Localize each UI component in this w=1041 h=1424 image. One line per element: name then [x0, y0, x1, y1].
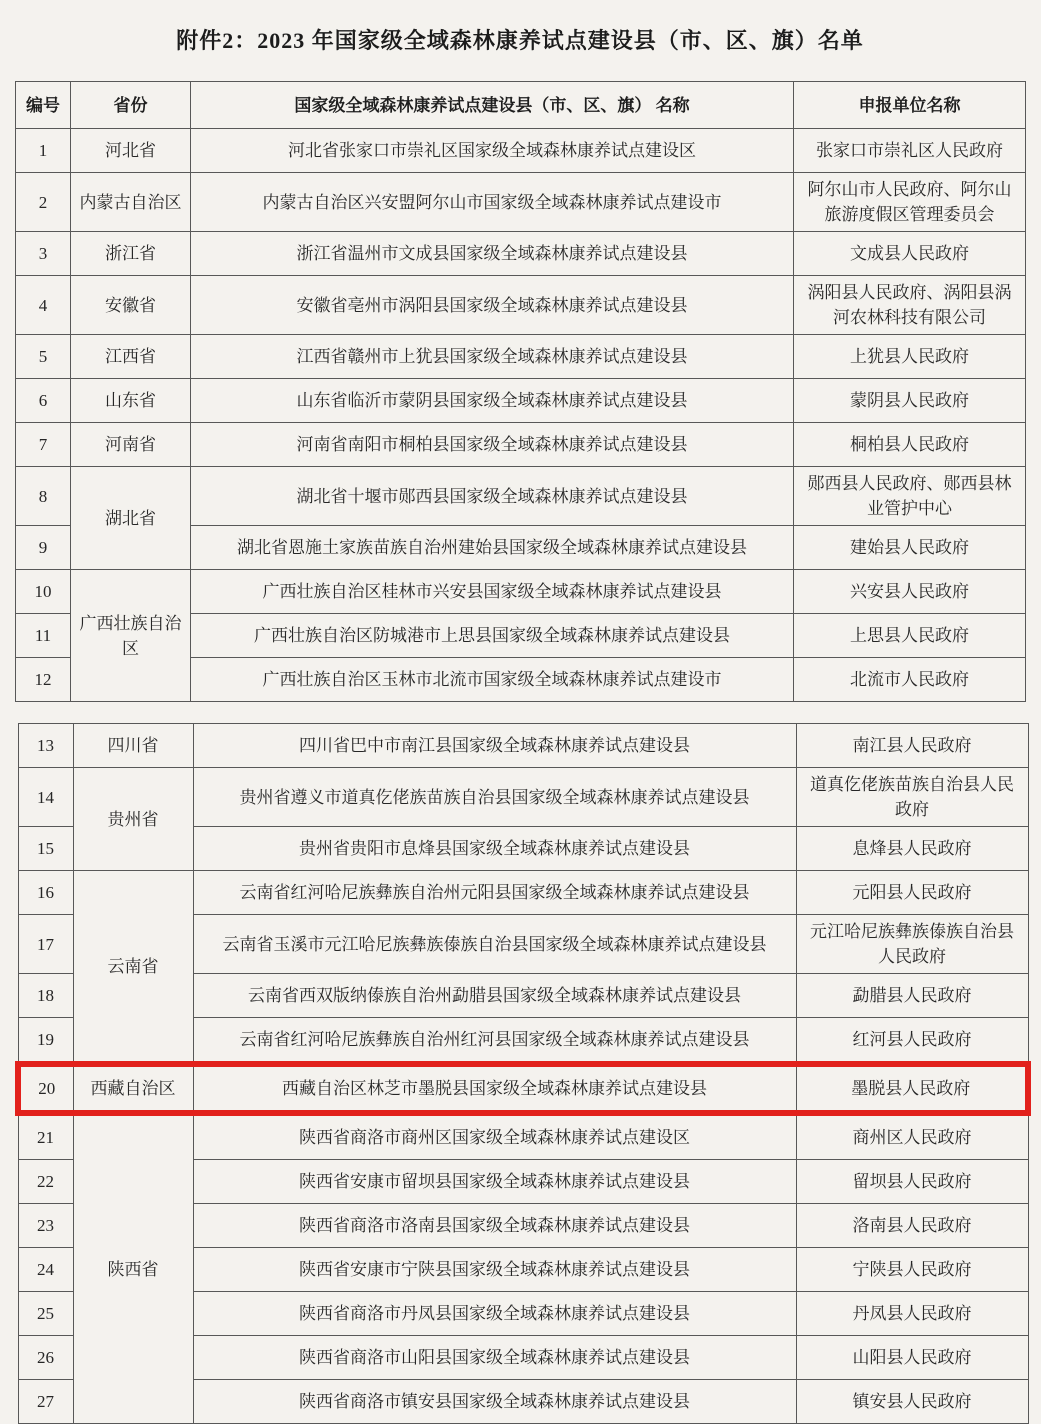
site-name-cell: 安徽省亳州市涡阳县国家级全域森林康养试点建设县 [191, 276, 794, 335]
header-cell-unit: 申报单位名称 [794, 82, 1026, 129]
row-number-cell: 25 [18, 1292, 73, 1336]
table-row [16, 129, 1026, 173]
site-name-cell: 陕西省商洛市镇安县国家级全域森林康养试点建设县 [193, 1380, 796, 1424]
unit-cell: 息烽县人民政府 [796, 827, 1028, 871]
row-number-cell: 3 [16, 232, 71, 276]
row-number-cell: 2 [16, 173, 71, 232]
table-section-gap [15, 702, 1025, 723]
site-name-cell: 陕西省安康市宁陕县国家级全域森林康养试点建设县 [193, 1248, 796, 1292]
unit-cell: 洛南县人民政府 [796, 1204, 1028, 1248]
province-cell: 河北省 [71, 129, 191, 173]
site-name-cell: 广西壮族自治区桂林市兴安县国家级全域森林康养试点建设县 [191, 570, 794, 614]
site-name-cell: 陕西省商洛市丹凤县国家级全域森林康养试点建设县 [193, 1292, 796, 1336]
row-number-cell: 23 [18, 1204, 73, 1248]
row-number-cell: 1 [16, 129, 71, 173]
site-name-cell: 陕西省商洛市洛南县国家级全域森林康养试点建设县 [193, 1204, 796, 1248]
province-cell: 内蒙古自治区 [71, 173, 191, 232]
site-name-cell: 西藏自治区林芝市墨脱县国家级全域森林康养试点建设县 [193, 1064, 796, 1113]
province-cell: 江西省 [71, 335, 191, 379]
site-name-cell: 江西省赣州市上犹县国家级全域森林康养试点建设县 [191, 335, 794, 379]
site-name-cell: 云南省红河哈尼族彝族自治州红河县国家级全域森林康养试点建设县 [193, 1018, 796, 1065]
province-cell: 湖北省 [71, 467, 191, 570]
site-name-cell: 陕西省商洛市山阳县国家级全域森林康养试点建设县 [193, 1336, 796, 1380]
row-number-cell: 11 [16, 614, 71, 658]
unit-cell: 阿尔山市人民政府、阿尔山旅游度假区管理委员会 [794, 173, 1026, 232]
site-name-cell: 湖北省恩施土家族苗族自治州建始县国家级全域森林康养试点建设县 [191, 526, 794, 570]
row-number-cell: 19 [18, 1018, 73, 1065]
row-number-cell: 9 [16, 526, 71, 570]
unit-cell: 涡阳县人民政府、涡阳县涡河农林科技有限公司 [794, 276, 1026, 335]
unit-cell: 南江县人民政府 [796, 724, 1028, 768]
unit-cell: 上思县人民政府 [794, 614, 1026, 658]
row-number-cell: 26 [18, 1336, 73, 1380]
header-cell-site-name: 国家级全域森林康养试点建设县（市、区、旗） 名称 [191, 82, 794, 129]
site-name-cell: 广西壮族自治区玉林市北流市国家级全域森林康养试点建设市 [191, 658, 794, 702]
row-number-cell: 20 [18, 1064, 73, 1113]
table-row [16, 173, 1026, 232]
site-name-cell: 陕西省商洛市商州区国家级全域森林康养试点建设区 [193, 1113, 796, 1160]
site-name-cell: 贵州省遵义市道真仡佬族苗族自治县国家级全域森林康养试点建设县 [193, 768, 796, 827]
row-number-cell: 6 [16, 379, 71, 423]
site-name-cell: 内蒙古自治区兴安盟阿尔山市国家级全域森林康养试点建设市 [191, 173, 794, 232]
unit-cell: 红河县人民政府 [796, 1018, 1028, 1065]
unit-cell: 北流市人民政府 [794, 658, 1026, 702]
row-number-cell: 4 [16, 276, 71, 335]
row-number-cell: 13 [18, 724, 73, 768]
table-row [18, 1113, 1028, 1160]
row-number-cell: 27 [18, 1380, 73, 1424]
unit-cell: 郧西县人民政府、郧西县林业管护中心 [794, 467, 1026, 526]
site-name-cell: 广西壮族自治区防城港市上思县国家级全域森林康养试点建设县 [191, 614, 794, 658]
row-number-cell: 10 [16, 570, 71, 614]
province-cell: 云南省 [73, 871, 193, 1065]
province-cell: 西藏自治区 [73, 1064, 193, 1113]
site-name-cell: 云南省红河哈尼族彝族自治州元阳县国家级全域森林康养试点建设县 [193, 871, 796, 915]
row-number-cell: 17 [18, 915, 73, 974]
province-cell: 安徽省 [71, 276, 191, 335]
unit-cell: 商州区人民政府 [796, 1113, 1028, 1160]
table-row [18, 871, 1028, 915]
row-number-cell: 21 [18, 1113, 73, 1160]
table-row [16, 232, 1026, 276]
site-name-cell: 陕西省安康市留坝县国家级全域森林康养试点建设县 [193, 1160, 796, 1204]
table-row [16, 467, 1026, 526]
site-name-cell: 云南省西双版纳傣族自治州勐腊县国家级全域森林康养试点建设县 [193, 974, 796, 1018]
province-cell: 山东省 [71, 379, 191, 423]
roster-table-part-2 [15, 723, 1031, 1424]
site-name-cell: 贵州省贵阳市息烽县国家级全域森林康养试点建设县 [193, 827, 796, 871]
site-name-cell: 四川省巴中市南江县国家级全域森林康养试点建设县 [193, 724, 796, 768]
province-cell: 广西壮族自治区 [71, 570, 191, 702]
table-row [16, 276, 1026, 335]
province-cell: 浙江省 [71, 232, 191, 276]
site-name-cell: 湖北省十堰市郧西县国家级全域森林康养试点建设县 [191, 467, 794, 526]
table-row [16, 570, 1026, 614]
row-number-cell: 5 [16, 335, 71, 379]
unit-cell: 山阳县人民政府 [796, 1336, 1028, 1380]
province-cell: 四川省 [73, 724, 193, 768]
unit-cell: 宁陕县人民政府 [796, 1248, 1028, 1292]
unit-cell: 兴安县人民政府 [794, 570, 1026, 614]
roster-table-part-1 [15, 81, 1026, 702]
unit-cell: 道真仡佬族苗族自治县人民政府 [796, 768, 1028, 827]
unit-cell: 蒙阴县人民政府 [794, 379, 1026, 423]
unit-cell: 镇安县人民政府 [796, 1380, 1028, 1424]
unit-cell: 上犹县人民政府 [794, 335, 1026, 379]
unit-cell: 元阳县人民政府 [796, 871, 1028, 915]
table-row [18, 724, 1028, 768]
unit-cell: 张家口市崇礼区人民政府 [794, 129, 1026, 173]
province-cell: 贵州省 [73, 768, 193, 871]
unit-cell: 桐柏县人民政府 [794, 423, 1026, 467]
unit-cell: 建始县人民政府 [794, 526, 1026, 570]
table-row [16, 335, 1026, 379]
row-number-cell: 16 [18, 871, 73, 915]
table-row [16, 423, 1026, 467]
header-cell-number: 编号 [16, 82, 71, 129]
unit-cell: 墨脱县人民政府 [796, 1064, 1028, 1113]
row-number-cell: 18 [18, 974, 73, 1018]
unit-cell: 元江哈尼族彝族傣族自治县人民政府 [796, 915, 1028, 974]
unit-cell: 丹凤县人民政府 [796, 1292, 1028, 1336]
table-header-row [16, 82, 1026, 129]
header-cell-province: 省份 [71, 82, 191, 129]
row-number-cell: 8 [16, 467, 71, 526]
site-name-cell: 河北省张家口市崇礼区国家级全域森林康养试点建设区 [191, 129, 794, 173]
row-number-cell: 7 [16, 423, 71, 467]
unit-cell: 文成县人民政府 [794, 232, 1026, 276]
site-name-cell: 河南省南阳市桐柏县国家级全域森林康养试点建设县 [191, 423, 794, 467]
row-number-cell: 24 [18, 1248, 73, 1292]
province-cell: 河南省 [71, 423, 191, 467]
row-number-cell: 15 [18, 827, 73, 871]
page-title: 附件2：2023 年国家级全域森林康养试点建设县（市、区、旗）名单 [176, 28, 864, 53]
province-cell: 陕西省 [73, 1113, 193, 1424]
table-row [16, 379, 1026, 423]
row-number-cell: 22 [18, 1160, 73, 1204]
table-row [18, 768, 1028, 827]
unit-cell: 勐腊县人民政府 [796, 974, 1028, 1018]
unit-cell: 留坝县人民政府 [796, 1160, 1028, 1204]
site-name-cell: 山东省临沂市蒙阴县国家级全域森林康养试点建设县 [191, 379, 794, 423]
row-number-cell: 14 [18, 768, 73, 827]
row-number-cell: 12 [16, 658, 71, 702]
site-name-cell: 浙江省温州市文成县国家级全域森林康养试点建设县 [191, 232, 794, 276]
highlighted-row [18, 1064, 1028, 1113]
site-name-cell: 云南省玉溪市元江哈尼族彝族傣族自治县国家级全域森林康养试点建设县 [193, 915, 796, 974]
